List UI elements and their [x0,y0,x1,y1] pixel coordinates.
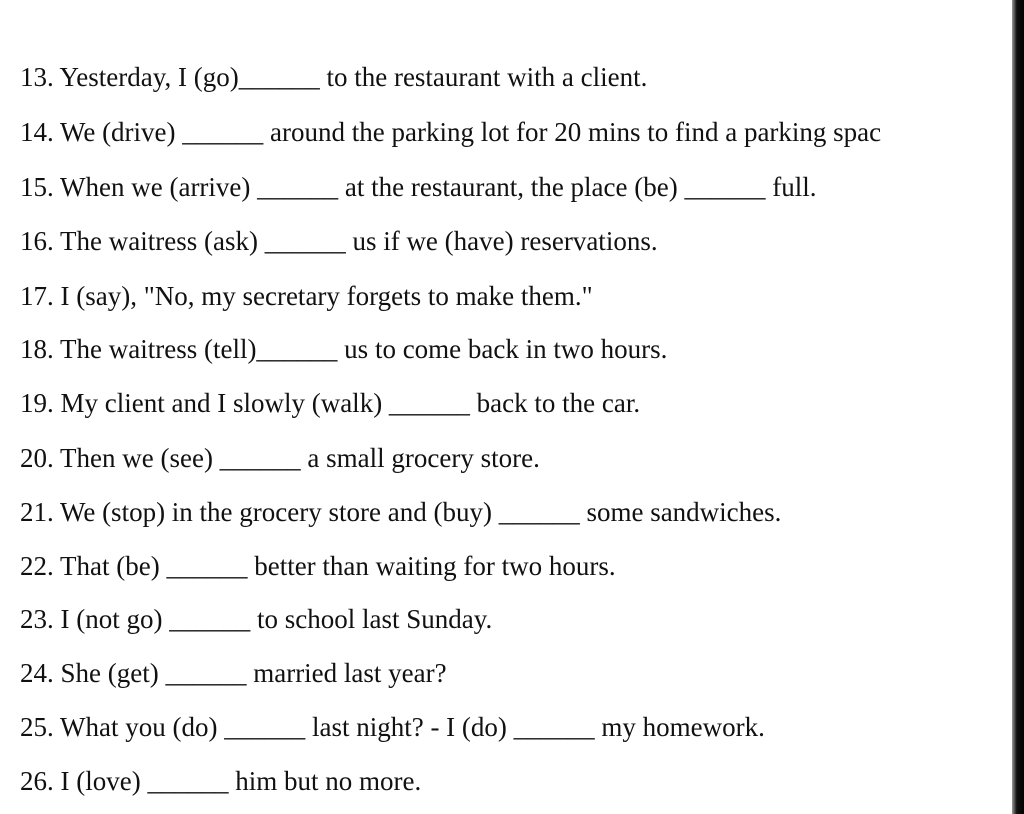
exercise-line-18: 18. The waitress (tell)______ us to come back in two hours. [20,334,668,364]
exercise-line-13: 13. Yesterday, I (go)______ to the restaurant with a client. [20,62,648,92]
exercise-line-14: 14. We (drive) ______ around the parking lot for 20 mins to find a parking spac [20,117,882,147]
exercise-line-15: 15. When we (arrive) ______ at the restaurant, the place (be) ______ full. [20,172,817,202]
exercise-line-23: 23. I (not go) ______ to school last Sunday. [20,604,493,634]
exercise-line-20: 20. Then we (see) ______ a small grocery store. [20,443,540,473]
exercise-line-22: 22. That (be) ______ better than waiting for two hours. [20,551,616,581]
page-edge-shadow [1012,0,1024,814]
exercise-line-25: 25. What you (do) ______ last night? - I (do) ______ my homework. [20,712,765,742]
exercise-line-16: 16. The waitress (ask) ______ us if we (have) reservations. [20,226,658,256]
exercise-line-21: 21. We (stop) in the grocery store and (buy) ______ some sandwiches. [20,497,782,527]
exercise-line-24: 24. She (get) ______ married last year? [20,658,447,688]
exercise-line-19: 19. My client and I slowly (walk) ______ back to the car. [20,388,641,418]
exercise-line-17: 17. I (say), "No, my secretary forgets to make them." [20,281,593,311]
exercise-line-26: 26. I (love) ______ him but no more. [20,766,422,796]
